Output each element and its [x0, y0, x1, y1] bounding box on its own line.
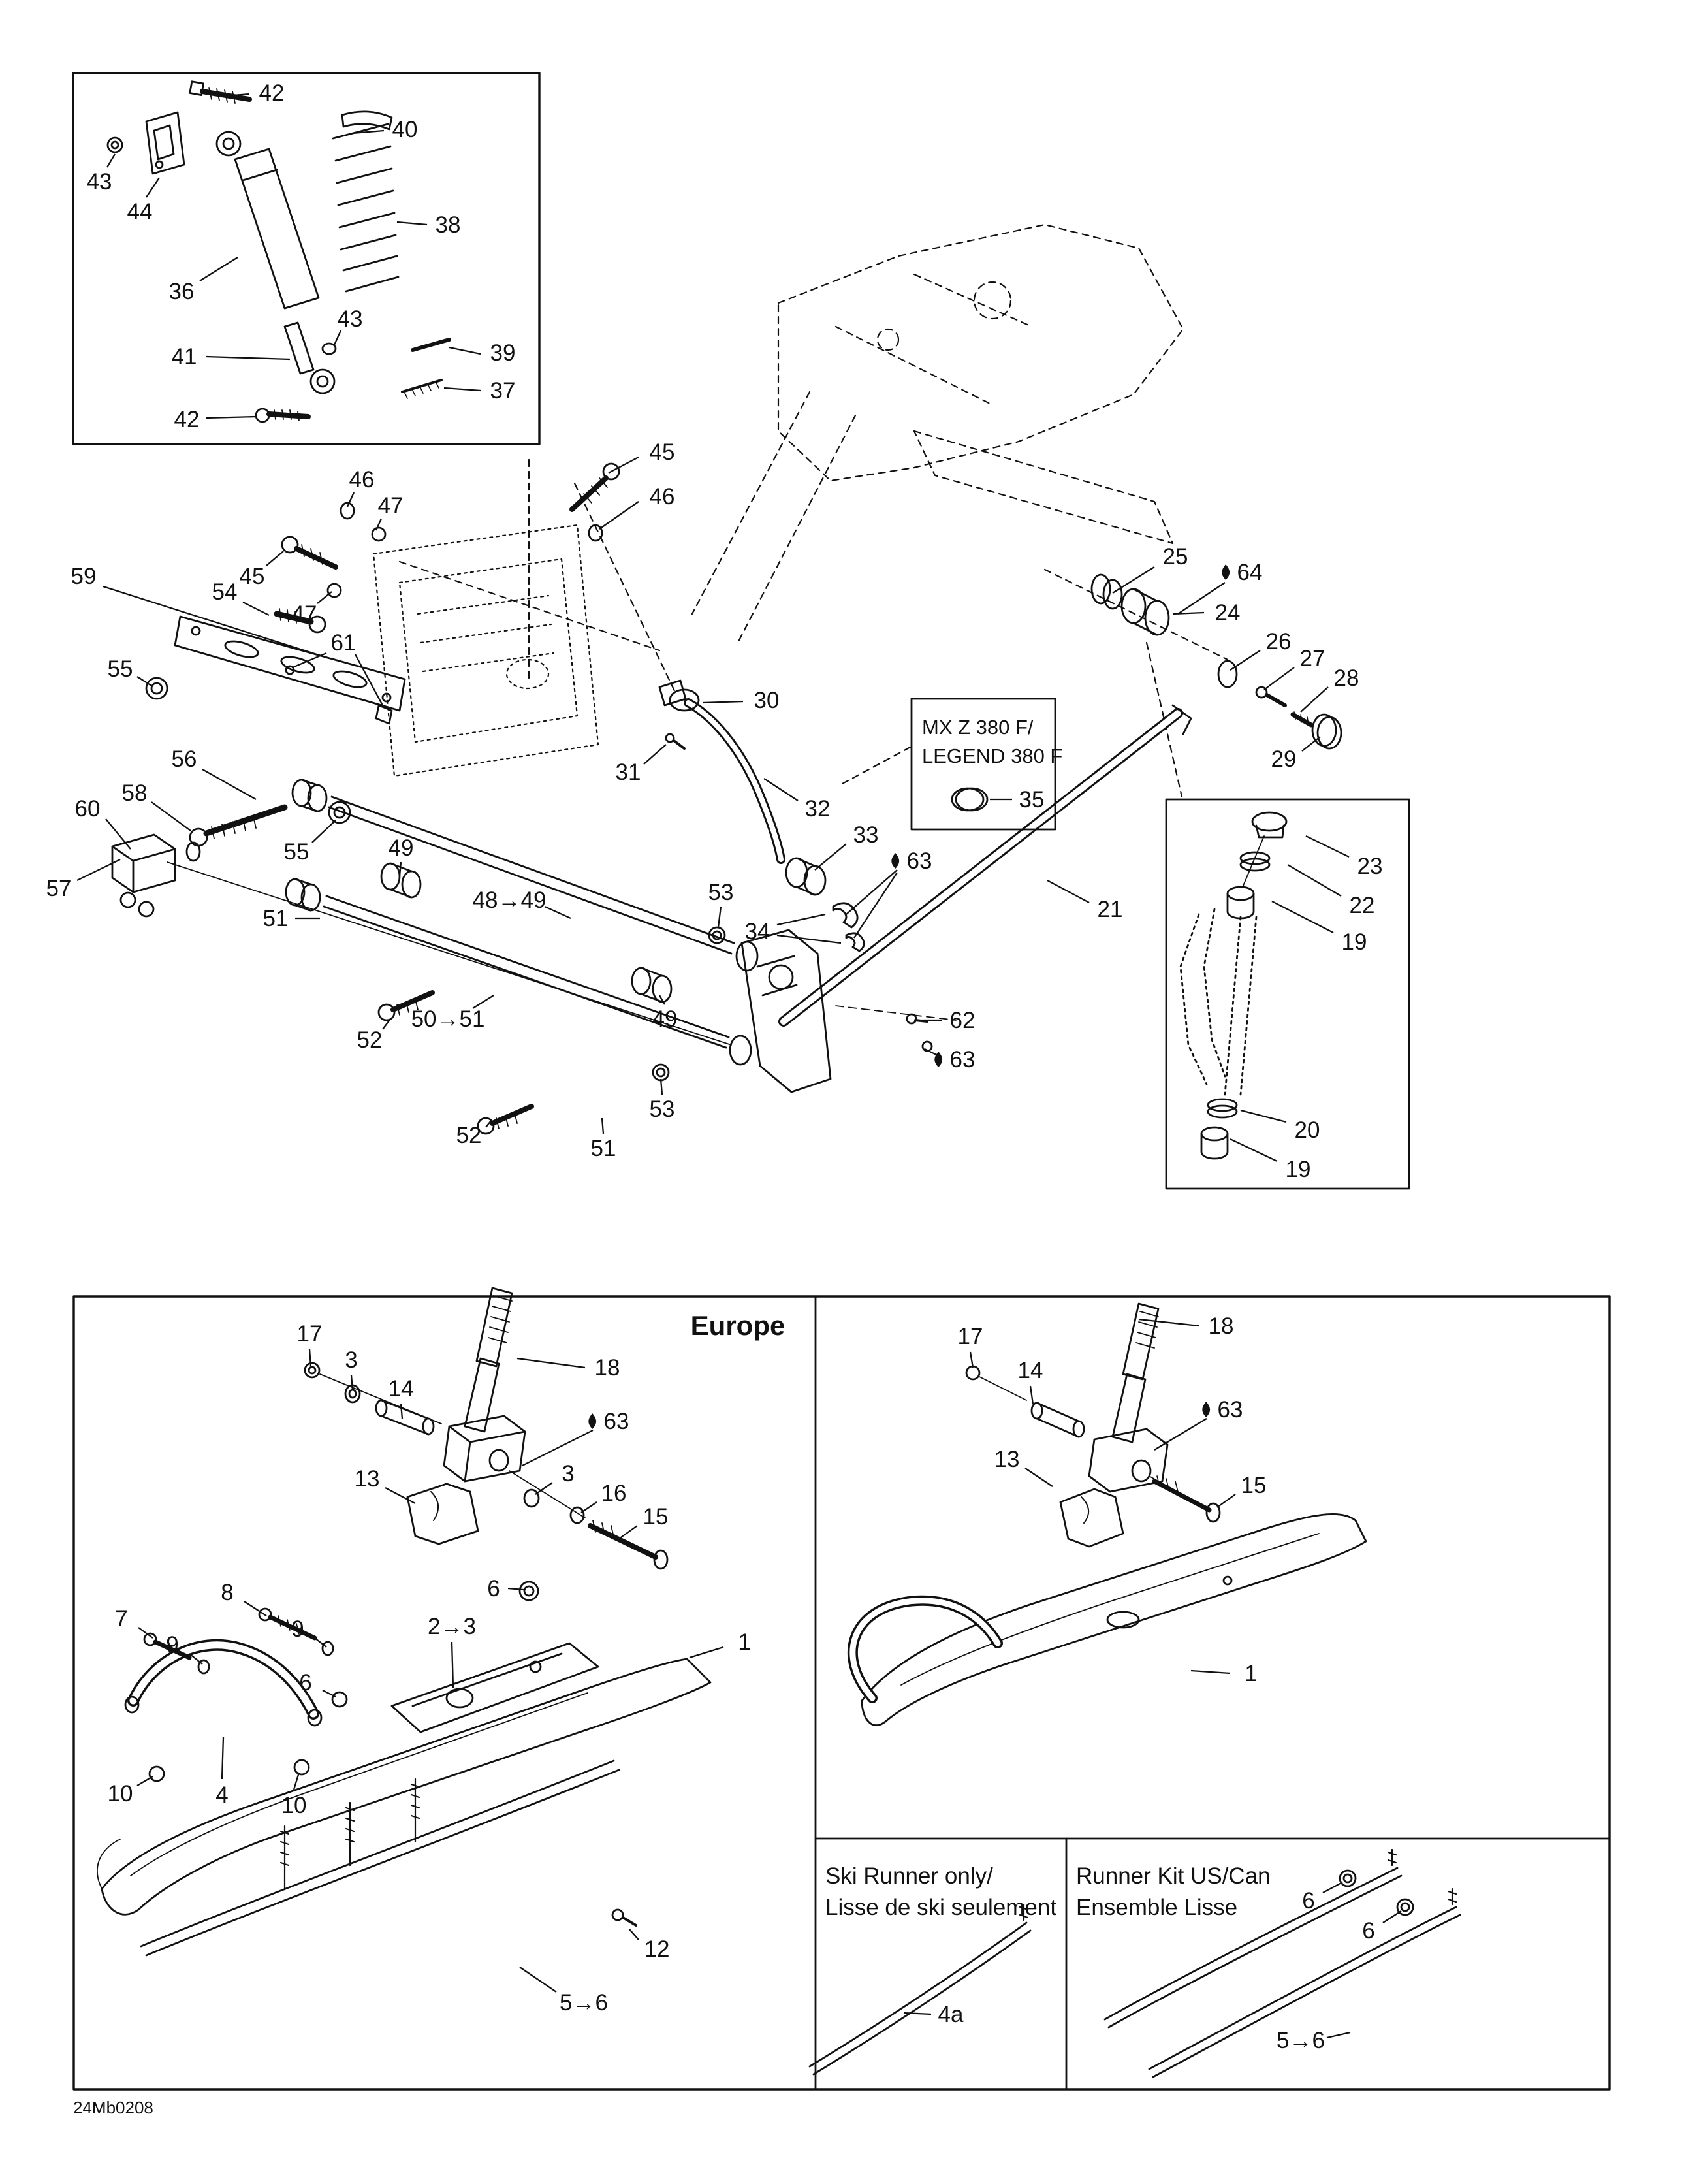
upper-mount-bolts-art	[282, 464, 619, 597]
bulkhead-art	[373, 525, 598, 776]
callout-4a: 4a	[938, 2002, 964, 2027]
callout-43: 43	[86, 169, 112, 195]
callout-8: 8	[221, 1580, 234, 1605]
callout-40: 40	[392, 117, 418, 142]
callout-leader-63	[522, 1430, 593, 1466]
runner-kit-box-title-line2: Ensemble Lisse	[1076, 1895, 1238, 1920]
callout-50→51: 50→51	[411, 1006, 485, 1032]
callout-leader-14	[401, 1404, 402, 1419]
callout-leader-27	[1264, 667, 1294, 690]
callout-32: 32	[804, 796, 831, 822]
callout-6: 6	[487, 1576, 500, 1601]
callout-28: 28	[1333, 666, 1359, 691]
callout-59: 59	[71, 564, 97, 589]
callout-46: 46	[649, 484, 675, 509]
callout-55: 55	[107, 656, 133, 682]
callout-12: 12	[644, 1936, 670, 1962]
callout-1: 1	[738, 1630, 751, 1655]
callout-leader-55	[312, 820, 336, 843]
callout-leader-61	[293, 653, 326, 667]
callout-5→6: 5→6	[1277, 2028, 1325, 2053]
callout-63: 63	[906, 848, 932, 874]
callout-leader-16	[581, 1502, 597, 1513]
callout-17: 17	[957, 1324, 983, 1349]
grease-drop-icon	[1202, 1402, 1210, 1417]
sheet-code: 24Mb0208	[73, 2098, 153, 2117]
callout-leader-53	[718, 907, 721, 927]
callout-leader-45	[266, 551, 283, 566]
callout-25: 25	[1162, 544, 1188, 570]
callout-27: 27	[1299, 646, 1325, 671]
callout-leader-41	[206, 357, 290, 359]
callout-41: 41	[171, 344, 197, 370]
callout-leader-63	[854, 873, 897, 938]
callout-5→6: 5→6	[560, 1990, 608, 2015]
callout-43: 43	[337, 306, 363, 332]
callout-leader-32	[764, 779, 798, 801]
callout-leader-9	[189, 1654, 202, 1664]
callout-34: 34	[744, 919, 770, 944]
callout-45: 45	[649, 440, 675, 465]
callout-35: 35	[1019, 787, 1045, 812]
callout-15: 15	[643, 1504, 669, 1530]
callout-49: 49	[388, 835, 414, 861]
callout-leader-58	[151, 802, 191, 831]
callout-64: 64	[1237, 560, 1263, 585]
callout-leader-1	[1191, 1671, 1230, 1673]
callout-21: 21	[1097, 897, 1123, 922]
callout-14: 14	[388, 1376, 414, 1402]
callout-leader-28	[1301, 687, 1328, 712]
callout-16: 16	[601, 1481, 627, 1506]
callout-7: 7	[115, 1606, 128, 1631]
callout-leader-15	[1217, 1494, 1235, 1507]
callout-leader-19	[1272, 901, 1333, 933]
callout-leader-20	[1241, 1110, 1286, 1122]
callout-leader-30	[703, 701, 743, 703]
callout-1: 1	[1245, 1661, 1258, 1686]
callout-42: 42	[259, 80, 285, 106]
callout-61: 61	[330, 630, 357, 656]
callout-3: 3	[345, 1347, 358, 1373]
callout-6: 6	[1362, 1918, 1375, 1944]
callout-48→49: 48→49	[472, 888, 547, 913]
callout-leader-37	[444, 388, 481, 391]
callout-62: 62	[949, 1008, 976, 1033]
callout-leader-43	[334, 330, 341, 345]
callout-leader-49	[659, 995, 665, 1004]
callout-44: 44	[127, 199, 153, 225]
callout-leader-5→6	[1327, 2032, 1350, 2038]
callout-leader-10	[137, 1776, 153, 1786]
callout-leader-45	[609, 457, 639, 473]
callout-29: 29	[1271, 747, 1297, 772]
callout-leader-34	[777, 935, 841, 943]
callout-leader-4	[222, 1737, 223, 1779]
callout-leader-5→6	[520, 1967, 556, 1992]
callout-leader-2→3	[452, 1642, 453, 1688]
callout-24: 24	[1214, 600, 1241, 626]
callout-leader-38	[397, 222, 427, 225]
callout-20: 20	[1294, 1117, 1320, 1143]
steering-post-art	[659, 681, 864, 951]
callout-leader-42	[206, 417, 256, 418]
callout-63: 63	[1217, 1397, 1243, 1422]
callout-56: 56	[171, 747, 197, 772]
callout-leader-6	[1323, 1882, 1342, 1893]
callout-leader-23	[1306, 836, 1349, 857]
callout-9: 9	[291, 1616, 304, 1642]
callout-30: 30	[754, 688, 780, 713]
callout-58: 58	[121, 780, 148, 806]
callout-leader-21	[1047, 880, 1089, 903]
callout-13: 13	[354, 1466, 380, 1492]
callout-47: 47	[377, 493, 404, 519]
callout-63: 63	[603, 1409, 629, 1434]
callout-60: 60	[74, 796, 101, 822]
callout-leader-26	[1230, 650, 1260, 670]
model-box-line2: LEGEND 380 F	[922, 745, 1063, 767]
callout-10: 10	[107, 1781, 133, 1807]
callout-2→3: 2→3	[428, 1614, 476, 1639]
callout-leader-54	[243, 602, 269, 615]
callout-49: 49	[652, 1006, 678, 1032]
callout-leader-39	[449, 347, 481, 354]
callout-leader-46	[599, 502, 639, 529]
callout-leader-44	[146, 178, 159, 197]
callout-leader-13	[1025, 1468, 1053, 1486]
callout-10: 10	[281, 1793, 307, 1818]
callout-leader-33	[815, 844, 846, 870]
callout-31: 31	[615, 760, 641, 785]
grease-drop-icon	[891, 853, 899, 869]
callout-leader-12	[629, 1929, 639, 1940]
runner-kit-box-title-line1: Runner Kit US/Can	[1076, 1863, 1271, 1889]
callout-26: 26	[1265, 629, 1292, 654]
callout-leader-61	[355, 654, 383, 705]
callout-14: 14	[1017, 1358, 1043, 1383]
callout-leader-36	[200, 257, 238, 281]
callout-51: 51	[262, 906, 289, 931]
callout-23: 23	[1357, 854, 1383, 879]
callout-36: 36	[168, 279, 195, 304]
callout-51: 51	[590, 1136, 616, 1161]
europe-label: Europe	[690, 1310, 785, 1341]
callout-leader-18	[517, 1358, 585, 1368]
callout-leader-15	[619, 1526, 637, 1539]
callout-leader-63	[1154, 1419, 1207, 1450]
callout-leader-19	[1230, 1139, 1277, 1161]
callout-leader-51	[602, 1118, 603, 1134]
callout-53: 53	[649, 1097, 675, 1122]
callout-19: 19	[1285, 1157, 1311, 1182]
callout-39: 39	[490, 340, 516, 366]
callout-leader-24	[1173, 613, 1204, 614]
callout-45: 45	[239, 564, 265, 589]
callout-leader-10	[294, 1773, 299, 1790]
callout-leader-17	[970, 1352, 973, 1368]
callout-42: 42	[174, 407, 200, 432]
callout-leader-6	[323, 1690, 336, 1697]
ski-runner-box-title-line2: Lisse de ski seulement	[825, 1895, 1057, 1920]
radius-rods-art	[283, 780, 757, 1134]
frame-outline-art	[400, 225, 1228, 797]
callout-53: 53	[708, 880, 734, 905]
callout-52: 52	[456, 1123, 482, 1148]
callout-leader-48→49	[545, 907, 571, 918]
callout-3: 3	[562, 1461, 575, 1486]
callout-19: 19	[1341, 929, 1367, 955]
callout-47: 47	[291, 602, 317, 627]
std-ski-art	[853, 1304, 1366, 1726]
callout-leader-1	[690, 1647, 723, 1658]
grease-drop-icon	[588, 1413, 596, 1429]
callout-18: 18	[1208, 1313, 1234, 1339]
ski-leg-inset-art	[1181, 812, 1286, 1159]
callout-leader-63	[846, 870, 897, 914]
callout-9: 9	[166, 1632, 179, 1658]
callout-18: 18	[594, 1355, 620, 1381]
callout-leader-34	[777, 914, 825, 925]
swing-arm-art	[112, 609, 731, 1045]
grease-drop-icon	[1222, 564, 1230, 580]
callout-leader-43	[107, 154, 115, 167]
callout-37: 37	[490, 378, 516, 404]
callout-17: 17	[296, 1321, 323, 1347]
callout-leader-6	[508, 1588, 524, 1590]
callout-leader-47	[317, 592, 332, 603]
callout-46: 46	[349, 467, 375, 492]
callout-leader-31	[644, 745, 666, 764]
model-box-pad-art	[952, 788, 987, 811]
callout-57: 57	[46, 876, 72, 901]
callout-6: 6	[1302, 1888, 1315, 1914]
ski-runner-art	[810, 1904, 1030, 2074]
callout-33: 33	[853, 822, 879, 848]
callout-leader-53	[661, 1079, 662, 1095]
callout-leader-56	[202, 769, 256, 799]
callout-22: 22	[1349, 893, 1375, 918]
callout-4: 4	[215, 1782, 229, 1808]
callout-52: 52	[357, 1027, 383, 1053]
ski-runner-box-title-line1: Ski Runner only/	[825, 1863, 993, 1889]
callout-leader-49	[400, 862, 401, 876]
callout-38: 38	[435, 212, 461, 238]
callout-leader-6	[1383, 1911, 1401, 1923]
callout-leader-22	[1288, 865, 1341, 896]
model-box-line1: MX Z 380 F/	[922, 716, 1034, 739]
callout-6: 6	[299, 1670, 312, 1695]
callout-13: 13	[994, 1447, 1020, 1472]
callout-55: 55	[283, 839, 309, 865]
callout-leader-57	[77, 859, 120, 880]
callout-15: 15	[1241, 1473, 1267, 1498]
callout-leader-14	[1030, 1386, 1033, 1404]
callout-54: 54	[212, 579, 238, 605]
callout-63: 63	[949, 1047, 976, 1072]
